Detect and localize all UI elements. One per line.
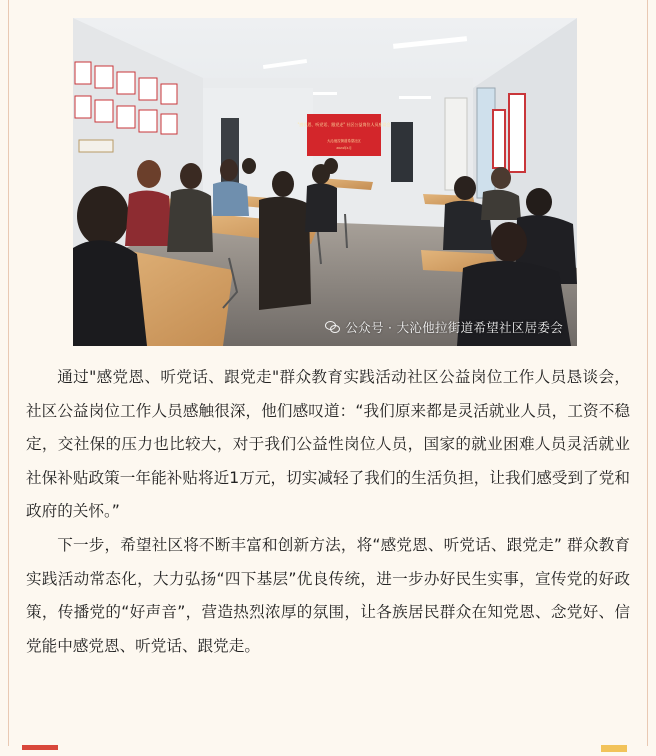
wechat-icon xyxy=(325,321,341,334)
watermark-text: 公众号 · 大沁他拉街道希望社区居委会 xyxy=(345,320,563,335)
banner-title: "感党恩、听党话、跟党走" 社区公益岗位人员座谈会 xyxy=(297,122,391,127)
meeting-photo xyxy=(73,18,577,346)
banner-date: 2024年1月 xyxy=(336,146,352,150)
article-paragraph-2: 下一步，希望社区将不断丰富和创新方法，将“感党恩、听党话、跟党走” 群众教育实践活动常态化，大力弘扬“四下基层”优良传统，进一步办好民生实事，宣传党的好政策，传播党的“好声音”，营造热烈浓厚的氛围，让各族居民群众在知党恩、念党好、信党能中感党恩、听党话、跟党走。 xyxy=(26,535,630,655)
photo-watermark xyxy=(325,318,563,336)
accent-bar-red xyxy=(22,745,58,750)
banner-subtitle: 大沁他拉街道希望社区 xyxy=(327,139,361,143)
accent-bar-yellow xyxy=(601,745,627,752)
article-paragraph-1: 通过"感党恩、听党话、跟党走"群众教育实践活动社区公益岗位工作人员恳谈会，社区公益岗位工作人员感触很深，他们感叹道：“我们原来都是灵活就业人员，工资不稳定，交社保的压力也比较大，对于我们公益性岗位人员，国家的就业困难人员灵活就业社保补贴政策一年能补贴将近1万元，切实减轻了我们的生活负担，让我们感受到了党和政府的关怀。” xyxy=(26,368,630,521)
article-body xyxy=(26,361,630,663)
